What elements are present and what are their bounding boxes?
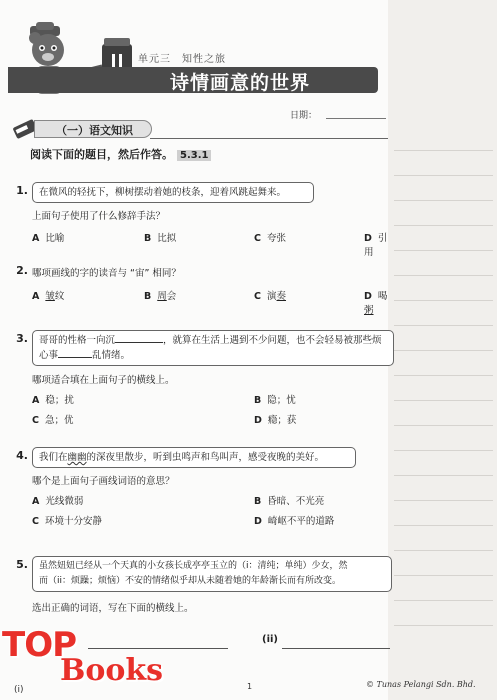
adjacent-page — [388, 0, 497, 700]
page-title: 诗情画意的世界 — [170, 72, 311, 94]
question-3-sentence: 哥哥的性格一向沉 ，就算在生活上遇到不少问题，也不会轻易被那些烦 心事 乱情绪。 — [32, 330, 394, 366]
question-4-sentence: 我们在幽幽的深夜里散步，听到虫鸣声和鸟叫声，感受夜晚的美好。 — [32, 447, 356, 468]
option-3d[interactable]: D 瘾；获 — [254, 415, 297, 426]
option-2b[interactable]: B 周会 — [144, 291, 177, 302]
answer-label-i: (i) — [14, 685, 24, 695]
section-title: （一）语文知识 — [56, 124, 133, 137]
date-field[interactable] — [326, 118, 386, 119]
instruction-text: 阅读下面的题目，然后作答。 5.3.1 — [30, 146, 211, 162]
option-4a[interactable]: A 光线微弱 — [32, 496, 84, 507]
copyright-text: © Tunas Pelangi Sdn. Bhd. — [366, 680, 476, 689]
option-1b[interactable]: B 比拟 — [144, 233, 177, 244]
worksheet-page: 单元三 知性之旅 诗情画意的世界 日期： （一）语文知识 阅读下面的题目，然后作答。 5.3.1 1. 在微风的轻抚下，柳树摆动着她的枝条，迎着风跳起舞来。 上面句子使用了什么修辞手法？ A 比喻 B 比拟 C 夸张 D 引用 2. 哪项画线的字的读音与 “宙” 相同？ A 皱纹 B 周会 C 演奏 D 喝粥 3. 哥哥的性格一向沉 ，就算在生活上遇到不少问题，也不会轻易被那些烦 心事 乱情绪。 哪项适合填在上面句子的横线上。 A 稳；扰 B 隐；忧 C 急；优 D 瘾；获 4. 我们在幽幽的深夜里散步，听到虫鸣声和鸟叫声，感受夜晚的美好。 哪个是上面句子画线词语的意思？ A 光线微弱 B 昏暗、不光亮 C 环境十分安静 D 崎岖不平的道路 5. 虽然妞妞已经从一个天真的小女孩长成亭亭玉立的（i：清纯；单纯）少女，然 而（ii：烦躁；烦恼）不安的情绪似乎却从未随着她的年龄渐长而有所改变。 选出正确的词语，写在下面的横线上。 (ii) 1 © Tunas Pelangi Sdn. Bhd. TOP Books (i) — [0, 0, 497, 700]
question-5-sentence: 虽然妞妞已经从一个天真的小女孩长成亭亭玉立的（i：清纯；单纯）少女，然 而（ii：烦躁；烦恼）不安的情绪似乎却从未随着她的年龄渐长而有所改变。 — [32, 556, 392, 592]
question-5-prompt: 选出正确的词语，写在下面的横线上。 — [32, 603, 194, 614]
option-4b[interactable]: B 昏暗、不光亮 — [254, 496, 325, 507]
topbooks-watermark-logo: TOP Books (i) — [2, 625, 164, 695]
page-number: 1 — [247, 682, 253, 691]
blank-1 — [115, 333, 163, 343]
question-1-sentence: 在微风的轻抚下，柳树摆动着她的枝条，迎着风跳起舞来。 — [32, 182, 314, 203]
option-2a[interactable]: A 皱纹 — [32, 291, 65, 302]
blank-2 — [58, 348, 92, 358]
option-2d[interactable]: D 喝粥 — [364, 291, 388, 316]
option-1d[interactable]: D 引用 — [364, 233, 388, 258]
answer-label-ii: (ii) — [262, 634, 278, 645]
question-3-prompt: 哪项适合填在上面句子的横线上。 — [32, 375, 175, 386]
question-1-prompt: 上面句子使用了什么修辞手法？ — [32, 211, 166, 222]
section-header — [10, 118, 160, 140]
section-divider — [150, 138, 388, 139]
option-3b[interactable]: B 隐；忧 — [254, 395, 296, 406]
option-1c[interactable]: C 夸张 — [254, 233, 286, 244]
option-1a[interactable]: A 比喻 — [32, 233, 65, 244]
unit-label: 单元三 知性之旅 — [138, 54, 226, 65]
option-4d[interactable]: D 崎岖不平的道路 — [254, 516, 335, 527]
question-2-prompt: 哪项画线的字的读音与 “宙” 相同？ — [32, 268, 181, 279]
option-2c[interactable]: C 演奏 — [254, 291, 287, 302]
option-3c[interactable]: C 急；优 — [32, 415, 74, 426]
answer-field-ii[interactable] — [282, 648, 390, 649]
option-4c[interactable]: C 环境十分安静 — [32, 516, 102, 527]
date-label: 日期： — [290, 111, 318, 121]
option-3a[interactable]: A 稳；扰 — [32, 395, 74, 406]
skill-code-badge: 5.3.1 — [177, 150, 211, 161]
question-4-prompt: 哪个是上面句子画线词语的意思？ — [32, 476, 175, 487]
